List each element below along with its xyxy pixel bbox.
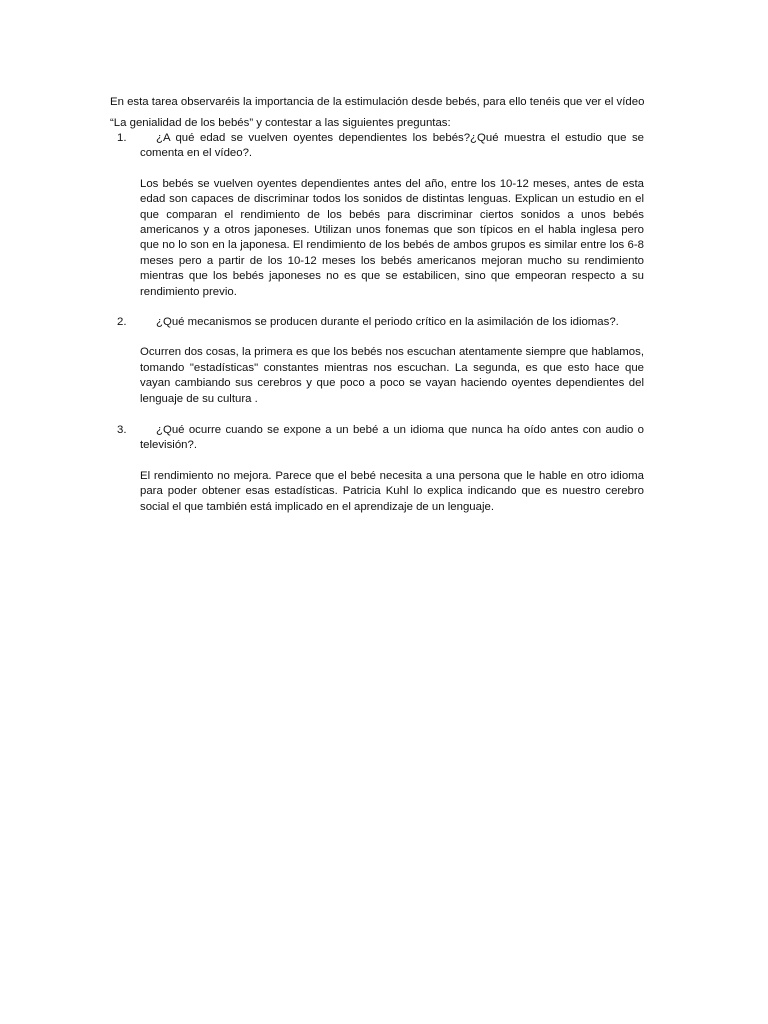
question-item-1 bbox=[110, 131, 644, 300]
intro-line-1: En esta tarea observaréis la importancia de la estimulación desde bebés, para ello tenéis que ver el vídeo bbox=[110, 96, 645, 108]
answer-text: El rendimiento no mejora. Parece que el bebé necesita a una persona que le hable en otro idioma para poder obtener esas estadísticas. Patricia Kuhl lo explica indicando que es nuestro cerebro social el que también está implicado en el aprendizaje de un lenguaje. bbox=[140, 469, 644, 513]
intro-line-2: “La genialidad de los bebés” y contestar a las siguientes preguntas: bbox=[110, 117, 451, 129]
question-number: 1. bbox=[117, 132, 127, 144]
question-text: ¿Qué ocurre cuando se expone a un bebé a un idioma que nunca ha oído antes con audio o televisión?. bbox=[140, 424, 644, 452]
answer-text: Los bebés se vuelven oyentes dependientes antes del año, entre los 10-12 meses, antes de esta edad son capaces de discriminar todos los sonidos de distintas lenguas. Explican un estudio en el que comparan el rendimiento de los bebés para discriminar ciertos sonidos a unos bebés americanos y a otros japoneses. Utilizan unos fonemas que son típicos en el habla inglesa pero que no lo son en la japonesa. El rendimiento de los bebés de ambos grupos es similar entre los 6-8 meses pero a partir de los 10-12 meses los bebés americanos mejoran mucho su rendimiento mientras que los bebés japoneses no es que se estabilicen, sino que empeoran respecto a su rendimiento previo. bbox=[140, 177, 644, 298]
question-text: ¿Qué mecanismos se producen durante el periodo crítico en la asimilación de los idiomas?. bbox=[156, 316, 619, 328]
question-number: 3. bbox=[117, 424, 127, 436]
answer-text: Ocurren dos cosas, la primera es que los bebés nos escuchan atentamente siempre que hablamos, tomando "estadísticas" constantes mientras nos escuchan. La segunda, es que esto hace que vayan cambiando sus cerebros y que poco a poco se vayan haciendo oyentes dependientes del lenguaje de su cultura . bbox=[140, 346, 644, 405]
question-item-2 bbox=[110, 315, 644, 407]
question-item-3 bbox=[110, 423, 644, 515]
question-text: ¿A qué edad se vuelven oyentes dependientes los bebés?¿Qué muestra el estudio que se comenta en el vídeo?. bbox=[140, 132, 644, 160]
question-number: 2. bbox=[117, 316, 127, 328]
